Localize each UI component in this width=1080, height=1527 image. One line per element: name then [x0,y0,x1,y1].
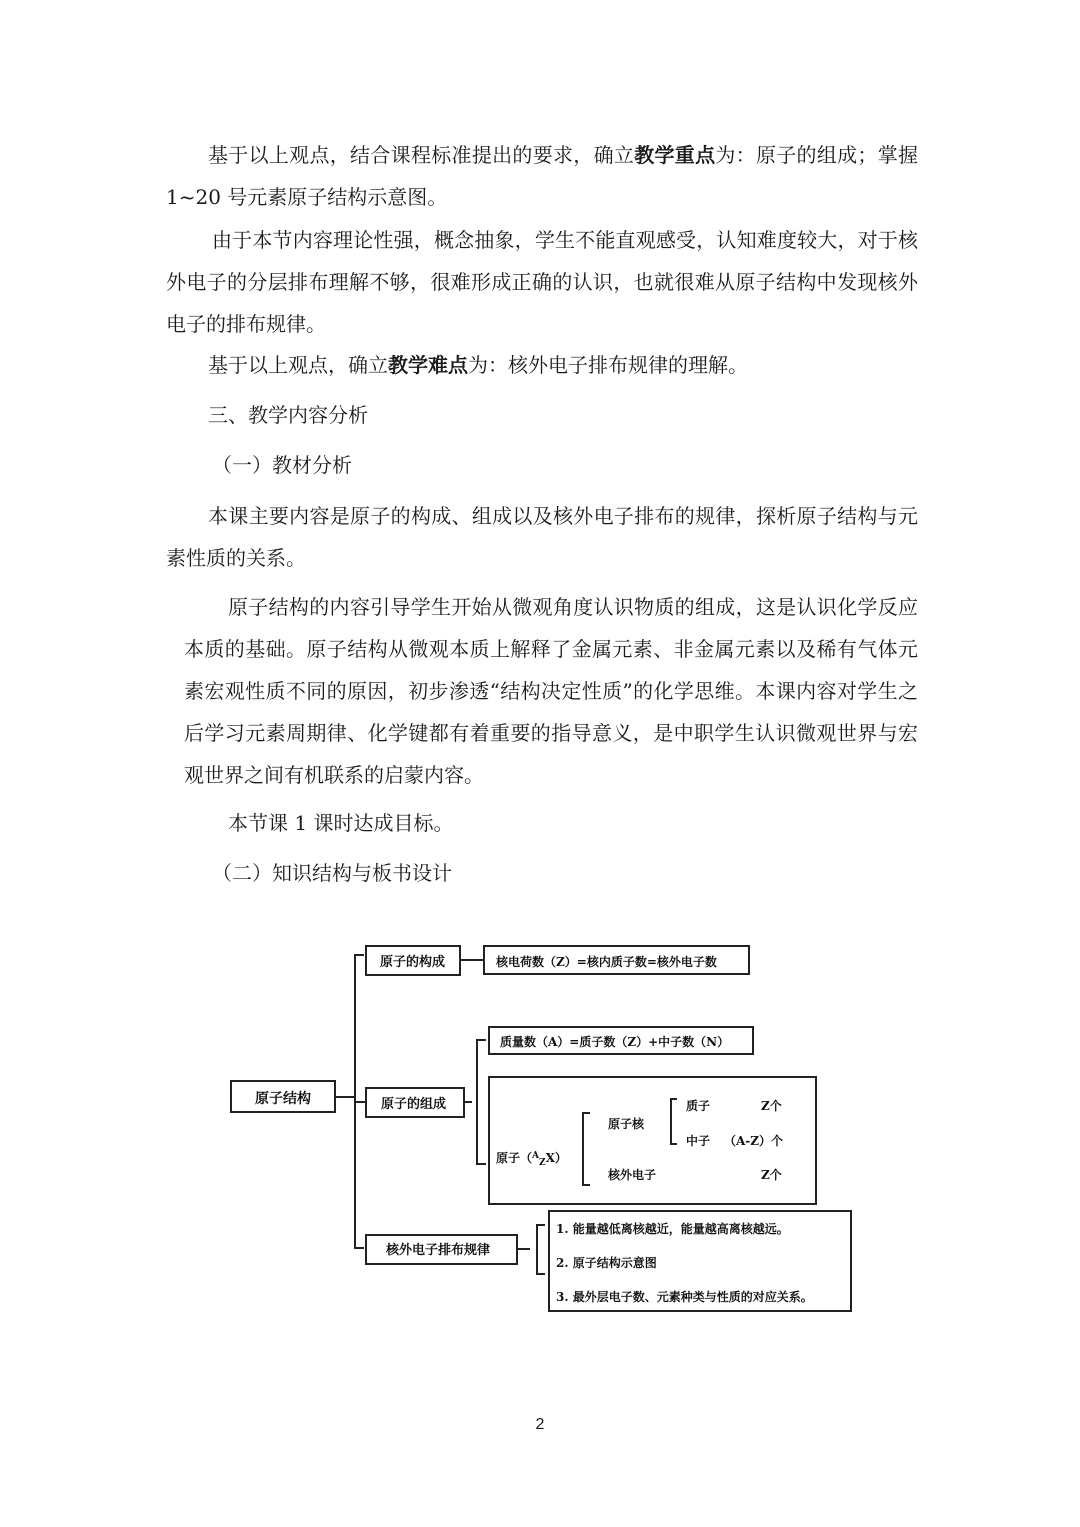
paragraph-key-points: 基于以上观点，结合课程标准提出的要求，确立教学重点为：原子的组成；掌握 1~20 号元素原子结构示意图。 [166,143,919,209]
rule-item-2: 2. 原子结构示意图 [556,1256,657,1270]
rule-item-1: 1. 能量越低离核越近，能量越高离核越远。 [556,1222,789,1236]
rule-item-3: 3. 最外层电子数、元素种类与性质的对应关系。 [556,1290,813,1304]
paragraph-class-hours: 本节课 1 课时达成目标。 [228,811,454,835]
neutron-label: 中子 [686,1134,711,1148]
electron-label: 核外电子 [608,1168,657,1182]
root-label: 原子结构 [255,1091,311,1107]
subheading-textbook-analysis: （一）教材分析 [212,453,352,477]
paragraph-atomic-structure-significance: 原子结构的内容引导学生开始从微观角度认识物质的组成，这是认识化学反应本质的基础。原子结构从微观本质上解释了金属元素、非金属元素以及稀有气体元素宏观性质不同的原因，初步渗透“结构决定性质”的化学思维。本课内容对学生之后学习元素周期律、化学键都有着重要的指导意义，是中职学生认识微观世界与宏观世界之间有机联系的启蒙内容。 [184,595,918,787]
branch-composition-label: 原子的构成 [380,955,446,970]
paragraph-difficulty-reason: 由于本节内容理论性强，概念抽象，学生不能直观感受，认知难度较大，对于核外电子的分层排布理解不够，很难形成正确的认识，也就很难从原子结构中发现核外电子的排布规律。 [166,228,918,336]
neutron-count: （A-Z）个 [724,1134,784,1148]
subheading-knowledge-structure: （二）知识结构与板书设计 [212,861,452,885]
charge-formula-text: 核电荷数（Z）=核内质子数=核外电子数 [496,955,717,969]
page-number: 2 [535,1416,545,1433]
proton-count: Z个 [761,1099,782,1113]
electron-count: Z个 [761,1168,782,1182]
mass-formula-text: 质量数（A）=质子数（Z）+中子数（N） [500,1035,730,1049]
branch-constitution-label: 原子的组成 [381,1097,447,1112]
paragraph-difficult-points: 基于以上观点，确立教学难点为：核外电子排布规律的理解。 [208,353,748,377]
nucleus-label: 原子核 [608,1117,645,1131]
proton-label: 质子 [686,1099,711,1113]
branch-electron-label: 核外电子排布规律 [386,1243,491,1258]
section-heading-content-analysis: 三、教学内容分析 [208,403,368,427]
atom-symbol: 原子（$^A_Z$X） [496,1151,567,1168]
paragraph-main-content: 本课主要内容是原子的构成、组成以及核外电子排布的规律，探析原子结构与元素性质的关系。 [166,504,918,570]
